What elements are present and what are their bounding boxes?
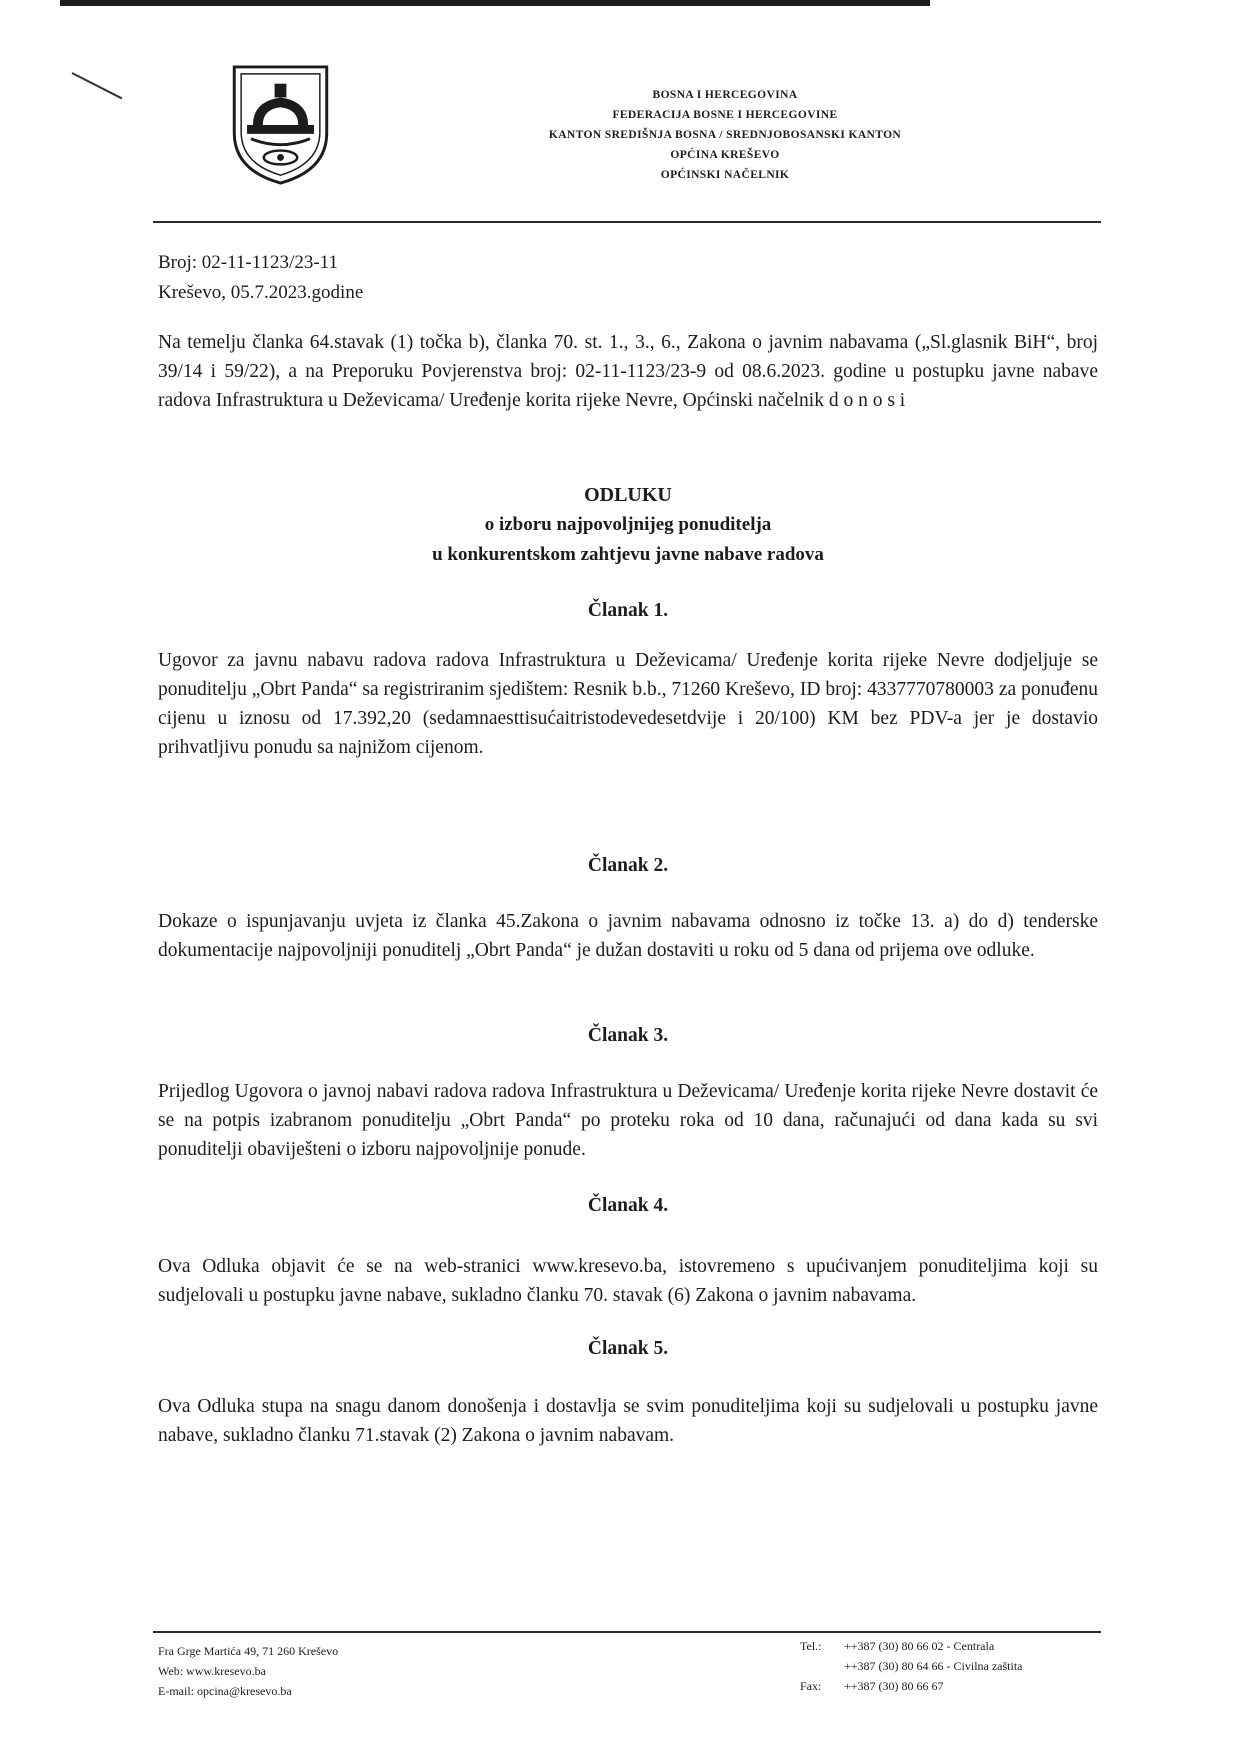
decision-subtitle-1: o izboru najpovoljnijeg ponuditelja	[484, 514, 772, 535]
footer-fax-row	[800, 1676, 1023, 1696]
scan-pen-mark	[72, 72, 123, 99]
footer-divider	[153, 1631, 1101, 1633]
footer-email-link[interactable]: E-mail: opcina@kresevo.ba	[158, 1684, 292, 1698]
header-country: BOSNA I HERCEGOVINA	[652, 89, 798, 101]
header-divider	[153, 221, 1101, 223]
decision-subtitle-2: u konkurentskom zahtjevu javne nabave radova	[432, 544, 824, 565]
article-3-text: Prijedlog Ugovora o javnoj nabavi radova radova Infrastruktura u Deževicama/ Uređenje korita rijeke Nevre dostavit će se na potpis izabranom ponuditelju „Obrt Panda“ po proteku roka od 10 dana, računajući od dana kada su svi ponuditelji obaviješteni o izboru najpovoljnije ponude.	[158, 1081, 1098, 1160]
article-5-text: Ova Odluka stupa na snagu danom donošenja i dostavlja se svim ponuditeljima koji su sudjelovali u postupku javne nabave, sukladno članku 71.stavak (2) Zakona o javnim nabavam.	[158, 1396, 1098, 1446]
footer-tel-civil-protection: ++387 (30) 80 64 66 - Civilna zaštita	[844, 1659, 1023, 1673]
document-meta	[158, 248, 363, 308]
footer-address: Fra Grge Martića 49, 71 260 Kreševo	[158, 1644, 339, 1658]
municipality-coat-of-arms-icon	[231, 64, 330, 186]
footer-tel-row-1	[800, 1636, 1023, 1656]
decision-title-block	[158, 480, 1098, 570]
footer-web-link[interactable]: Web: www.kresevo.ba	[158, 1664, 266, 1678]
article-1-heading: Članak 1.	[587, 600, 669, 621]
institution-header	[470, 85, 980, 185]
footer-fax-number: ++387 (30) 80 66 67	[844, 1679, 944, 1693]
footer-contact-left	[158, 1641, 338, 1701]
decision-title: ODLUKU	[584, 484, 672, 506]
article-3-heading: Članak 3.	[587, 1025, 669, 1046]
article-5-heading: Članak 5.	[587, 1338, 669, 1359]
header-canton: KANTON SREDIŠNJA BOSNA / SREDNJOBOSANSKI KANTON	[548, 129, 902, 141]
article-4-text: Ova Odluka objavit će se na web-stranici www.kresevo.ba, istovremeno s upućivanjem ponuditeljima koji su sudjelovali u postupku javne nabave, sukladno članku 70. stavak (6) Zakona o javnim nabavama.	[158, 1256, 1098, 1306]
header-office: OPĆINSKI NAČELNIK	[660, 169, 790, 181]
intro-paragraph: Na temelju članka 64.stavak (1) točka b), članka 70. st. 1., 3., 6., Zakona o javnim nabavama („Sl.glasnik BiH“, broj 39/14 i 59/22), a na Preporuku Povjerenstva broj: 02-11-1123/23-9 od 08.6.2023. godine u postupku javne nabave radova Infrastruktura u Deževicama/ Uređenje korita rijeke Nevre, Općinski načelnik d o n o s i	[158, 332, 1098, 411]
article-4-heading: Članak 4.	[587, 1195, 669, 1216]
document-date: Kreševo, 05.7.2023.godine	[158, 282, 364, 303]
scan-top-edge	[60, 0, 930, 6]
document-number: Broj: 02-11-1123/23-11	[158, 252, 338, 273]
header-municipality: OPĆINA KREŠEVO	[670, 149, 780, 161]
footer-tel-central: ++387 (30) 80 66 02 - Centrala	[844, 1639, 995, 1653]
footer-fax-label: Fax:	[800, 1679, 822, 1693]
article-2-heading: Članak 2.	[587, 855, 669, 876]
article-1-text: Ugovor za javnu nabavu radova radova Infrastruktura u Deževicama/ Uređenje korita rijeke Nevre dodjeljuje se ponuditelju „Obrt Panda“ sa registriranim sjedištem: Resnik b.b., 71260 Kreševo, ID broj: 4337770780003 za ponuđenu cijenu u iznosu od 17.392,20 (sedamnaesttisućaitristodevedesetdvije i 20/100) KM bez PDV-a jer je dostavio prihvatljivu ponudu sa najnižom cijenom.	[158, 650, 1098, 758]
article-2-text: Dokaze o ispunjavanju uvjeta iz članka 45.Zakona o javnim nabavama odnosno iz točke 13. a) do d) tenderske dokumentacije najpovoljniji ponuditelj „Obrt Panda“ je dužan dostaviti u roku od 5 dana od prijema ove odluke.	[158, 911, 1098, 961]
footer-tel-row-2	[800, 1656, 1023, 1676]
footer-tel-label: Tel.:	[800, 1639, 822, 1653]
header-federation: FEDERACIJA BOSNE I HERCEGOVINE	[612, 109, 838, 121]
footer-contact-right	[800, 1636, 1023, 1696]
